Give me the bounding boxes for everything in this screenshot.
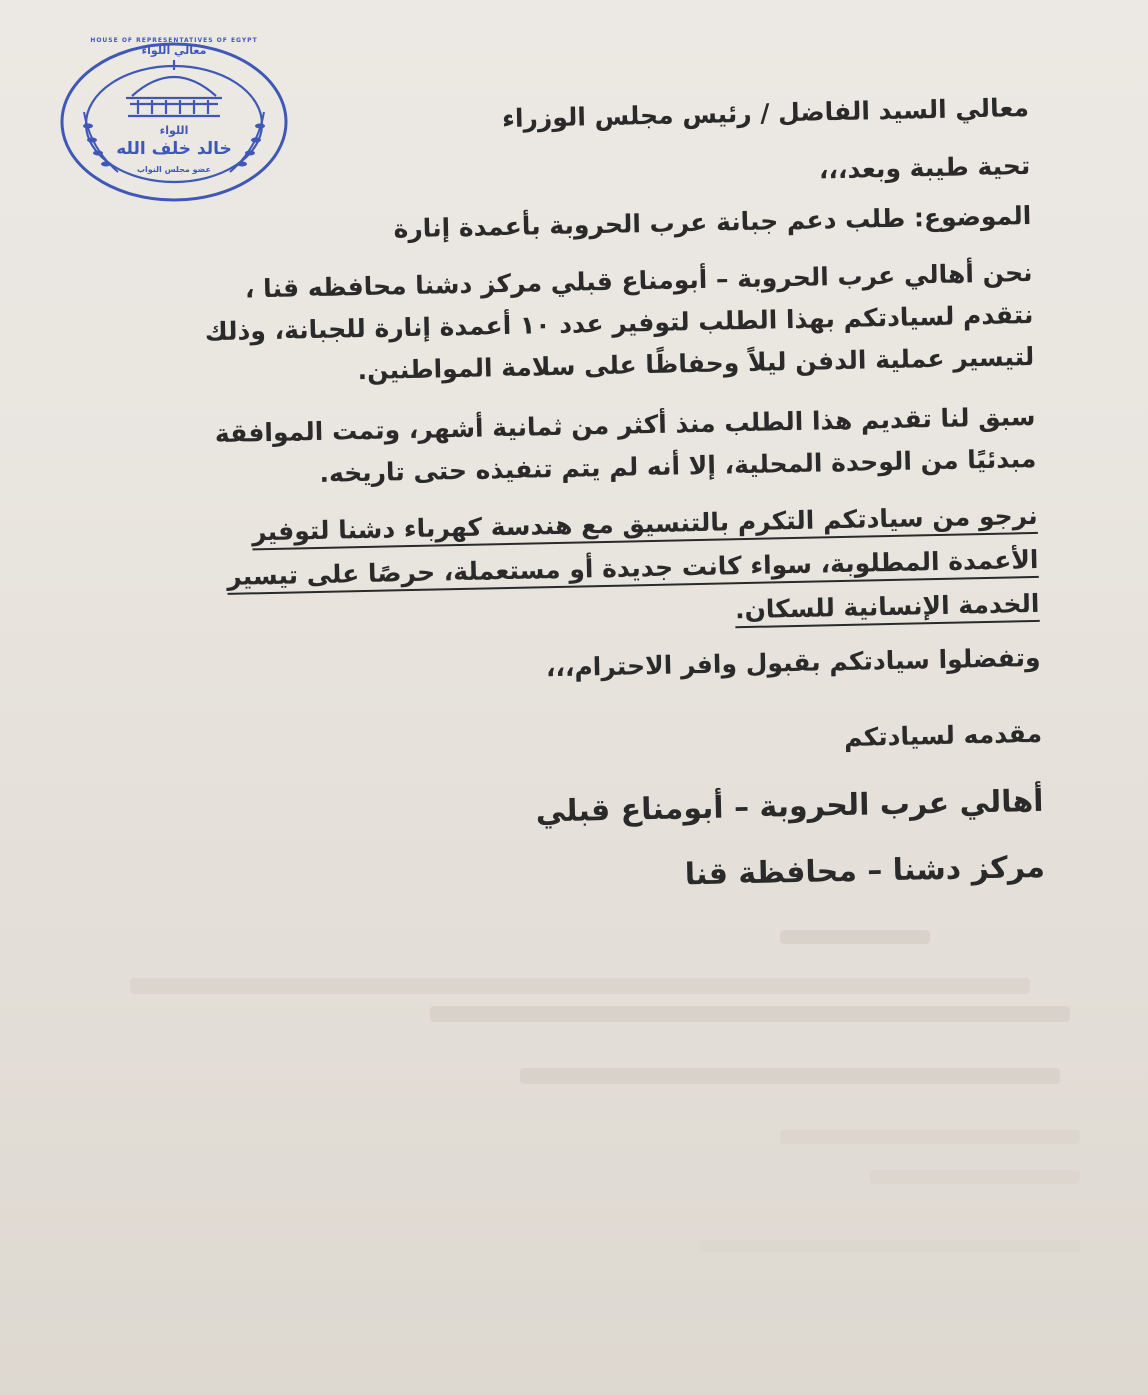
request-line: الخدمة الإنسانية للسكان.: [734, 588, 1040, 625]
svg-text:اللواء: اللواء: [159, 124, 189, 137]
svg-text:عضو مجلس النواب: عضو مجلس النواب: [136, 165, 212, 174]
request-line: نرجو من سيادتكم التكرم بالتنسيق مع هندسة كهرباء دشنا لتوفير: [251, 500, 1038, 547]
history-paragraph: [115, 396, 1037, 499]
svg-text:معالي اللواء: معالي اللواء: [141, 44, 207, 57]
letter-subject: الموضوع: طلب دعم جبانة عرب الحروبة بأعمدة إنارة: [393, 200, 1032, 244]
svg-text:خالد خلف الله: خالد خلف الله: [116, 139, 232, 159]
history-line: مبدئيًا من الوحدة المحلية، إلا أنه لم يتم تنفيذه حتى تاريخه.: [319, 443, 1037, 488]
intro-line: نتقدم لسيادتكم بهذا الطلب لتوفير عدد ١٠ أعمدة إنارة للجبانة، وذلك: [204, 299, 1034, 347]
letter-closing: وتفضلوا سيادتكم بقبول وافر الاحترام،،،: [545, 642, 1041, 683]
request-line: الأعمدة المطلوبة، سواء كانت جديدة أو مستعملة، حرصًا على تيسير: [226, 544, 1039, 591]
intro-line: لتيسير عملية الدفن ليلاً وحفاظًا على سلامة المواطنين.: [357, 341, 1035, 386]
request-paragraph: [117, 494, 1040, 645]
signer-location: مركز دشنا – محافظة قنا: [684, 849, 1046, 893]
letter-greeting: تحية طيبة وبعد،،،: [818, 150, 1031, 185]
letter-body: [108, 60, 1045, 907]
intro-line: نحن أهالي عرب الحروبة – أبومناع قبلي مركز دشنا محافظه قنا ،: [244, 257, 1033, 304]
svg-text:HOUSE OF REPRESENTATIVES OF EG: HOUSE OF REPRESENTATIVES OF EGYPT: [90, 37, 258, 44]
presented-by: مقدمه لسيادتكم: [843, 718, 1043, 752]
signer-name: أهالي عرب الحروبة – أبومناع قبلي: [535, 783, 1044, 830]
intro-paragraph: [112, 252, 1034, 397]
history-line: سبق لنا تقديم هذا الطلب منذ أكثر من ثمانية أشهر، وتمت الموافقة: [214, 401, 1036, 449]
letter-address: معالي السيد الفاضل / رئيس مجلس الوزراء: [501, 92, 1030, 134]
